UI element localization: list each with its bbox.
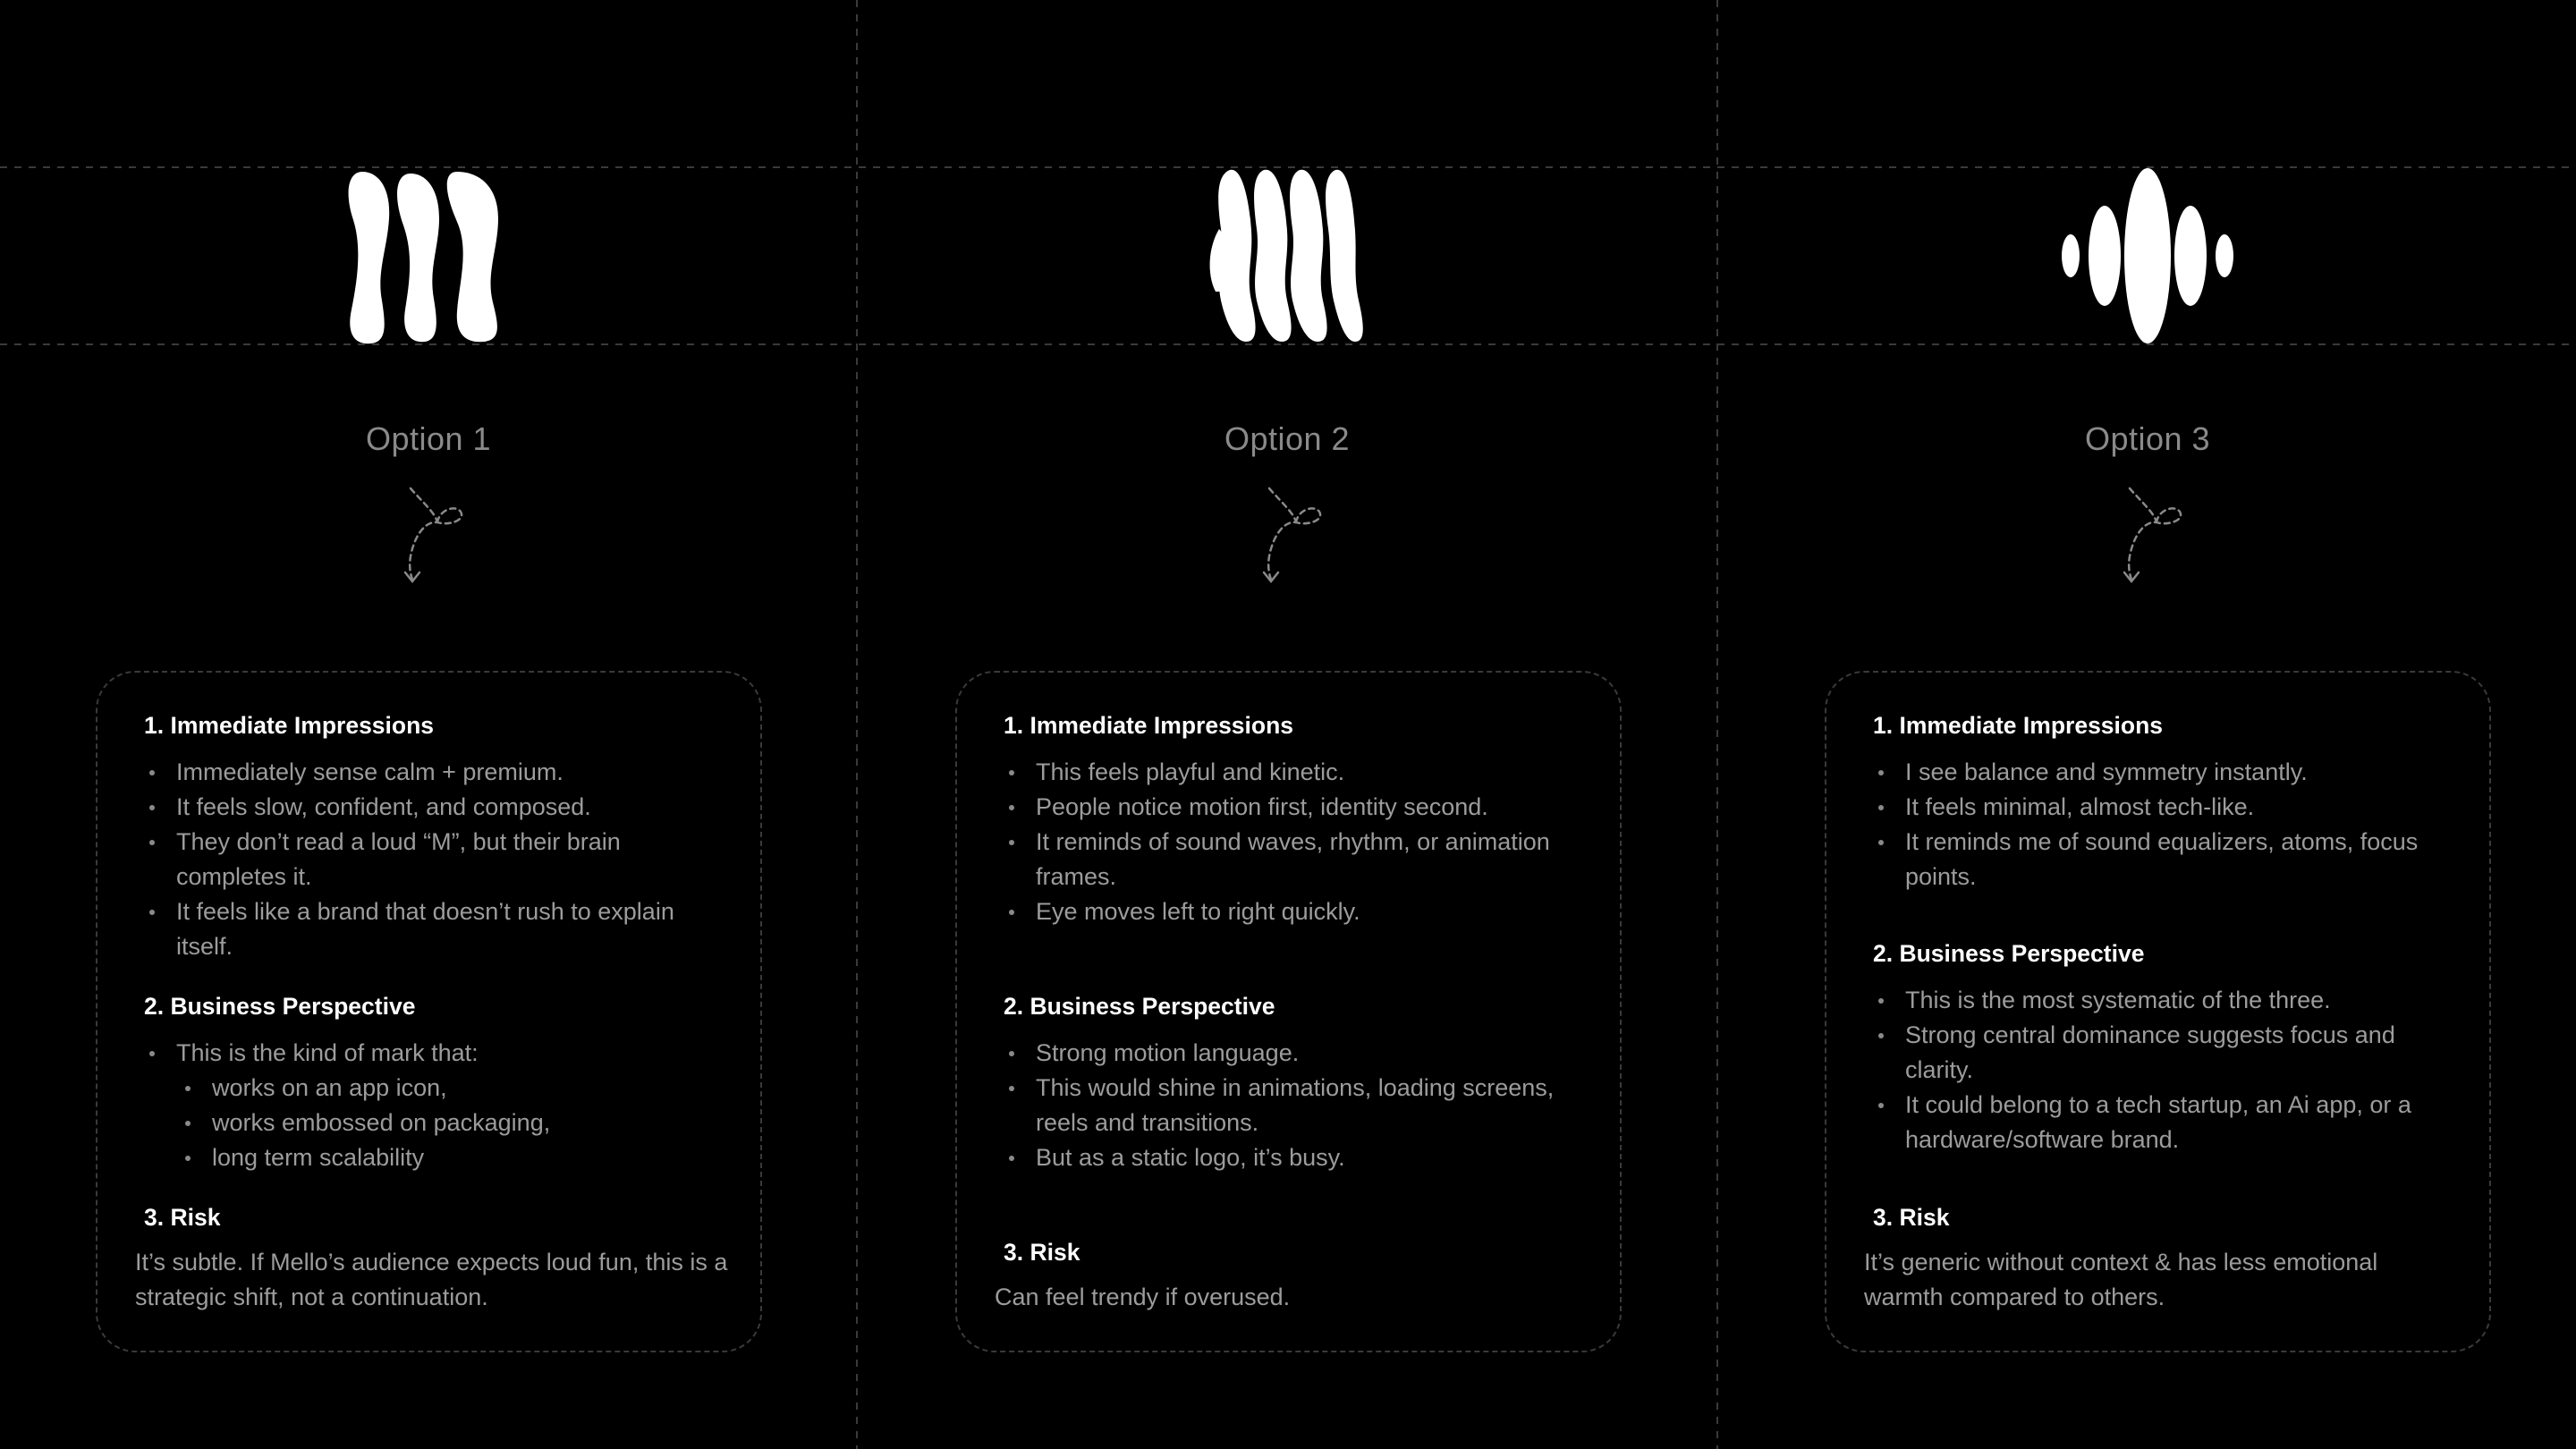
list-item: It feels slow, confident, and composed. [140,790,731,825]
list-item: This is the kind of mark that: [140,1036,731,1071]
list-item: Strong central dominance suggests focus and clarity. [1869,1018,2460,1088]
business-title: 2. Business Perspective [1004,993,1275,1020]
list-item: This would shine in animations, loading screens, reels and transitions. [1000,1071,1590,1140]
option-label: Option 1 [365,420,492,457]
impressions-list [140,755,731,964]
wavy-m-icon [323,166,538,345]
list-item: Strong motion language. [1000,1036,1590,1071]
risk-text: It’s subtle. If Mello’s audience expects loud fun, this is a strategic shift, not a continuation. [135,1249,728,1310]
list-item: works on an app icon, [140,1071,731,1106]
business-list [1869,983,2460,1157]
dashed-arrow-icon [1233,483,1341,590]
risk-title: 3. Risk [1004,1239,1080,1266]
business-title: 2. Business Perspective [1873,940,2145,967]
list-item: long term scalability [140,1140,731,1175]
list-item: But as a static logo, it’s busy. [1000,1140,1590,1175]
impressions-list [1869,755,2460,894]
impressions-list [1000,755,1590,929]
option-2-column [859,0,1716,1449]
list-item: It feels minimal, almost tech-like. [1869,790,2460,825]
list-item: They don’t read a loud “M”, but their brain completes it. [140,825,731,894]
option-3-card [1825,671,2491,1352]
dashed-arrow-icon [375,483,482,590]
option-label: Option 3 [2084,420,2211,457]
impressions-title: 1. Immediate Impressions [1004,712,1294,739]
dashed-arrow-icon [2094,483,2201,590]
list-item: works embossed on packaging, [140,1106,731,1140]
flowing-waves-icon [1180,166,1394,345]
option-3-column [1719,0,2576,1449]
list-item: I see balance and symmetry instantly. [1869,755,2460,790]
impressions-title: 1. Immediate Impressions [144,712,435,739]
list-item: People notice motion first, identity second. [1000,790,1590,825]
list-item: It reminds of sound waves, rhythm, or animation frames. [1000,825,1590,894]
list-item: This feels playful and kinetic. [1000,755,1590,790]
option-1-card [96,671,762,1352]
business-list [1000,1036,1590,1175]
impressions-title: 1. Immediate Impressions [1873,712,2164,739]
risk-text: Can feel trendy if overused. [995,1284,1291,1310]
option-1-column [0,0,857,1449]
option-2-card [955,671,1622,1352]
list-item: It feels like a brand that doesn’t rush to explain itself. [140,894,731,964]
business-list [140,1036,731,1175]
list-item: It could belong to a tech startup, an Ai app, or a hardware/software brand. [1869,1088,2460,1157]
list-item: Immediately sense calm + premium. [140,755,731,790]
business-title: 2. Business Perspective [144,993,416,1020]
list-item: Eye moves left to right quickly. [1000,894,1590,929]
list-item: This is the most systematic of the three. [1869,983,2460,1018]
risk-title: 3. Risk [1873,1204,1950,1231]
list-item: It reminds me of sound equalizers, atoms, focus points. [1869,825,2460,894]
risk-title: 3. Risk [144,1204,221,1231]
option-label: Option 2 [1224,420,1351,457]
risk-text: It’s generic without context & has less emotional warmth compared to others. [1864,1249,2378,1310]
sound-equalizer-icon [2040,166,2255,345]
